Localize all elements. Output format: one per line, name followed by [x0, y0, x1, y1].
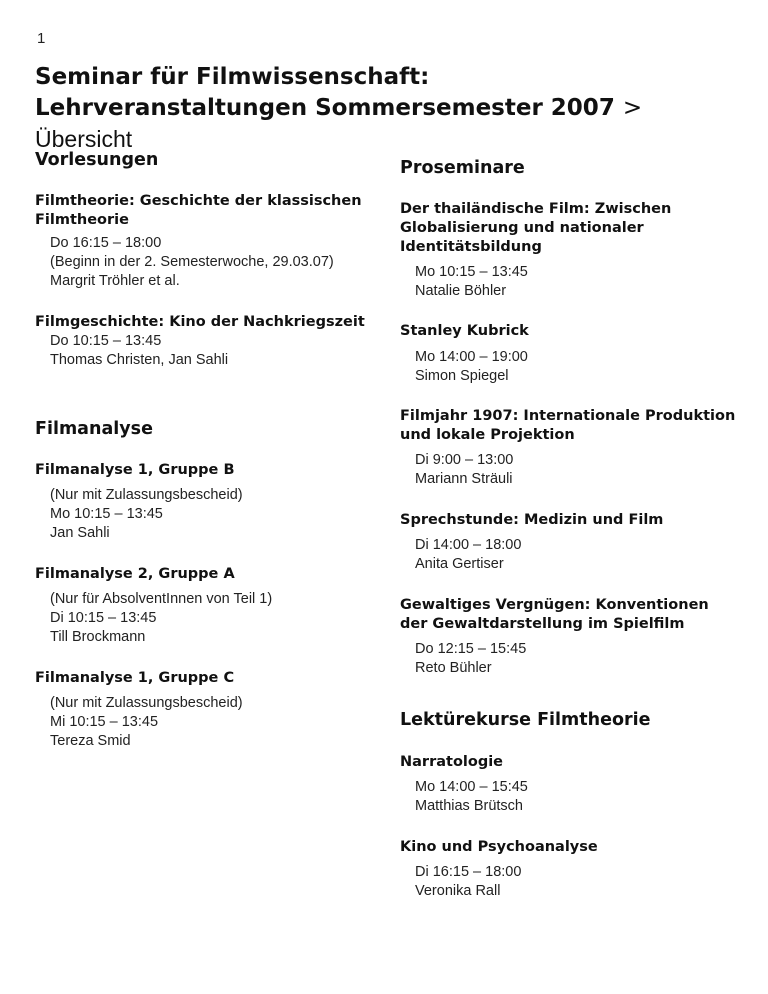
course-details: (Nur für AbsolventInnen von Teil 1) Di 10:15 – 13:45 Till Brockmann	[50, 591, 273, 645]
course-details: Do 12:15 – 15:45 Reto Bühler	[415, 641, 527, 676]
course-details: Do 10:15 – 13:45 Thomas Christen, Jan Sahli	[50, 333, 229, 368]
section-heading-lektuerekurse: Lektürekurse Filmtheorie	[400, 710, 651, 730]
breadcrumb-overview: Übersicht	[35, 126, 133, 152]
course-kino-und-psychoanalyse	[400, 838, 598, 901]
course-details: Mo 14:00 – 19:00 Simon Spiegel	[415, 349, 528, 384]
title-line-1: Seminar für Filmwissenschaft:	[35, 64, 430, 90]
course-title: Filmgeschichte: Kino der Nachkriegszeit	[35, 314, 365, 330]
course-title: Sprechstunde: Medizin und Film	[400, 512, 664, 528]
course-filmgeschichte	[35, 313, 365, 370]
course-filmtheorie	[35, 192, 362, 291]
course-title: Gewaltiges Vergnügen: Konventionen der Gewaltdarstellung im Spielfilm	[400, 597, 709, 632]
course-title: Stanley Kubrick	[400, 323, 529, 339]
course-title: Narratologie	[400, 754, 504, 770]
course-title: Filmanalyse 1, Gruppe C	[35, 670, 235, 686]
title-line-2: Lehrveranstaltungen Sommersemester 2007	[35, 95, 615, 121]
breadcrumb-separator: >	[622, 95, 643, 121]
page-number: 1	[37, 30, 46, 47]
course-title: Filmtheorie: Geschichte der klassischen Filmtheorie	[35, 193, 362, 228]
course-details: Di 16:15 – 18:00 Veronika Rall	[415, 864, 522, 899]
course-title: Filmanalyse 1, Gruppe B	[35, 462, 235, 478]
course-medizin-und-film	[400, 511, 663, 574]
section-heading-proseminare: Proseminare	[400, 158, 525, 178]
course-details: (Nur mit Zulassungsbescheid) Mo 10:15 – 13:45 Jan Sahli	[50, 487, 243, 541]
course-thai-film	[400, 200, 671, 301]
course-details: Do 16:15 – 18:00 (Beginn in der 2. Semesterwoche, 29.03.07) Margrit Tröhler et al.	[50, 235, 334, 289]
course-details: Mo 14:00 – 15:45 Matthias Brütsch	[415, 779, 528, 814]
course-filmanalyse-2-a	[35, 565, 272, 647]
course-title: Filmjahr 1907: Internationale Produktion und lokale Projektion	[400, 408, 736, 443]
course-filmanalyse-1-c	[35, 669, 243, 751]
section-heading-vorlesungen: Vorlesungen	[35, 150, 159, 170]
course-gewaltiges-vergnuegen	[400, 596, 709, 678]
course-details: (Nur mit Zulassungsbescheid) Mi 10:15 – 13:45 Tereza Smid	[50, 695, 243, 749]
course-stanley-kubrick	[400, 322, 529, 386]
section-heading-filmanalyse: Filmanalyse	[35, 419, 153, 439]
course-details: Mo 10:15 – 13:45 Natalie Böhler	[415, 264, 528, 299]
course-title: Der thailändische Film: Zwischen Globalisierung und nationaler Identitätsbildung	[400, 201, 672, 255]
course-details: Di 14:00 – 18:00 Anita Gertiser	[415, 537, 522, 572]
course-filmanalyse-1-b	[35, 461, 243, 543]
course-title: Filmanalyse 2, Gruppe A	[35, 566, 235, 582]
course-details: Di 9:00 – 13:00 Mariann Sträuli	[415, 452, 514, 487]
page-title	[35, 62, 735, 156]
course-narratologie	[400, 753, 528, 816]
course-title: Kino und Psychoanalyse	[400, 839, 598, 855]
course-filmjahr-1907	[400, 407, 735, 489]
